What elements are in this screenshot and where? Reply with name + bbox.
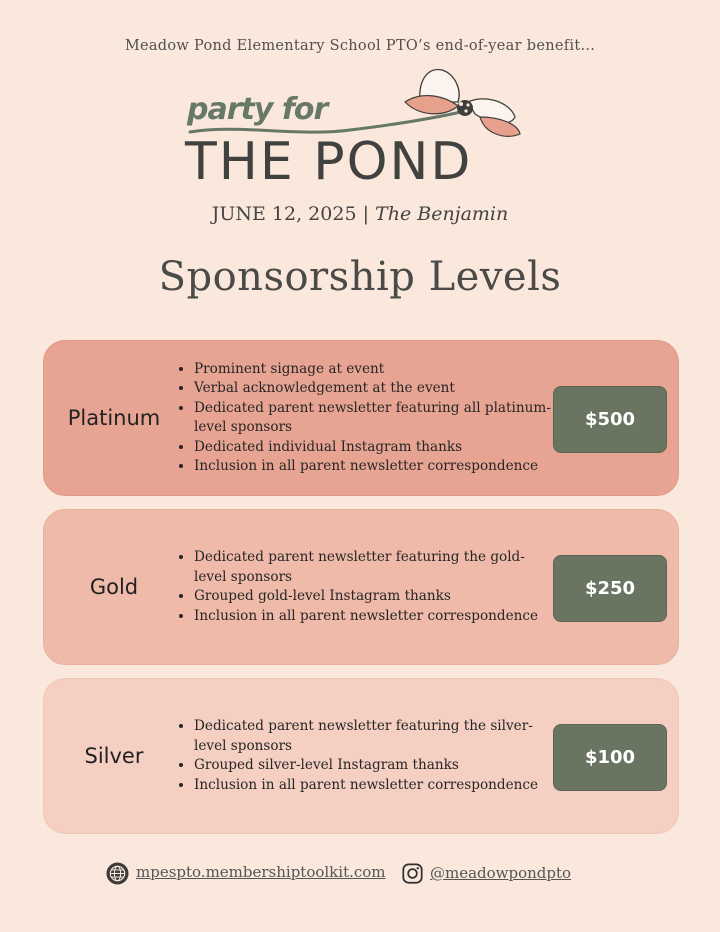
benefit-list [177,679,557,833]
instagram-icon [402,863,423,884]
benefit-list [177,341,557,495]
benefit-item: • Dedicated parent newsletter featuring all platinum-level sponsors [194,399,557,438]
event-separator: | [362,203,369,225]
event-venue: The Benjamin [375,203,509,225]
price-button-platinum[interactable]: $500 [553,386,667,453]
benefit-item: • Verbal acknowledgement at the event [194,379,557,399]
benefit-item: • Dedicated parent newsletter featuring the gold-level sponsors [194,548,557,587]
instagram-link[interactable]: @meadowpondpto [430,864,572,882]
level-name [44,679,184,833]
level-name [44,510,184,664]
benefit-item: • Inclusion in all parent newsletter correspondence [194,776,557,796]
level-name-text: Silver [84,744,144,768]
website-link[interactable]: mpespto.membershiptoolkit.com [136,863,386,881]
level-name-text: Gold [89,575,139,599]
price-button-gold[interactable]: $250 [553,555,667,622]
benefit-item: • Inclusion in all parent newsletter correspondence [194,457,557,477]
benefit-item: • Prominent signage at event [194,360,557,380]
globe-icon [106,862,129,885]
level-card-gold [43,509,679,665]
footer [0,860,720,890]
intro-text: Meadow Pond Elementary School PTO’s end-of-year benefit... [124,38,596,54]
benefit-item: • Inclusion in all parent newsletter correspondence [194,607,557,627]
benefit-list [177,510,557,664]
level-card-silver [43,678,679,834]
benefit-item: • Grouped silver-level Instagram thanks [194,756,557,776]
page-title: Sponsorship Levels [158,254,562,300]
level-card-platinum [43,340,679,496]
level-name [44,341,184,495]
logo-party-for: party for [187,92,328,127]
event-date: JUNE 12, 2025 [211,203,357,225]
event-date-line [0,203,720,225]
price-button-silver[interactable]: $100 [553,724,667,791]
logo-the-pond: THE POND [185,132,473,192]
benefit-item: • Dedicated parent newsletter featuring the silver-level sponsors [194,717,557,756]
benefit-item: • Grouped gold-level Instagram thanks [194,587,557,607]
level-name-text: Platinum [67,406,161,430]
benefit-item: • Dedicated individual Instagram thanks [194,438,557,458]
